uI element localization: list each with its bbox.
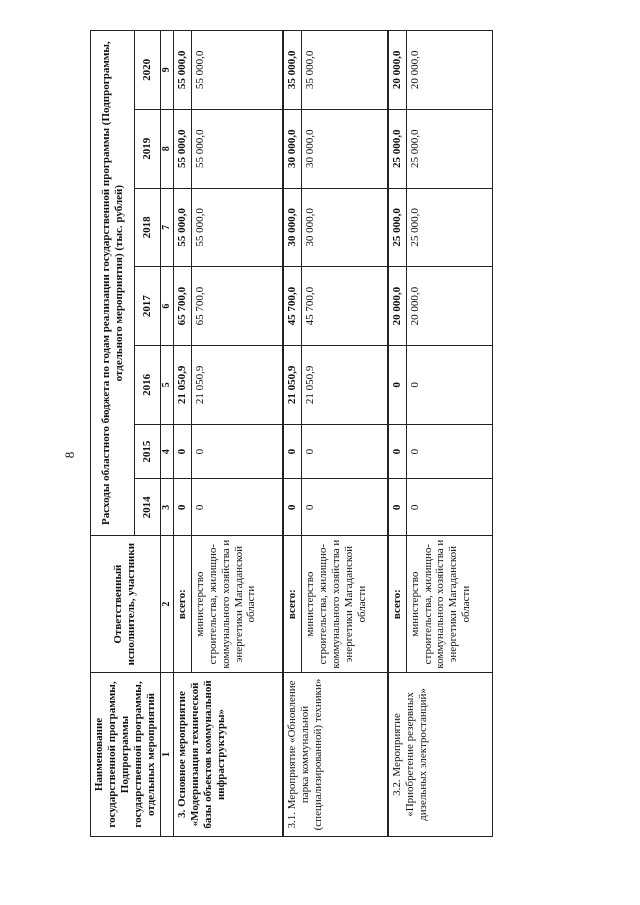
table-row: [173, 31, 191, 837]
value-cell: 25 000,0: [406, 109, 492, 188]
value-cell: 20 000,0: [406, 267, 492, 346]
header-year: 2015: [135, 424, 161, 479]
column-index: 4: [160, 424, 173, 479]
value-cell: 0: [191, 424, 283, 479]
value-cell: 35 000,0: [302, 31, 388, 110]
value-cell: 30 000,0: [302, 109, 388, 188]
value-cell: 45 700,0: [302, 267, 388, 346]
value-cell: 0: [173, 424, 191, 479]
value-cell: 0: [283, 424, 301, 479]
value-cell: 45 700,0: [283, 267, 301, 346]
executor-total: всего:: [388, 536, 406, 673]
table-row: [388, 31, 406, 837]
value-cell: 30 000,0: [283, 188, 301, 267]
value-cell: 35 000,0: [283, 31, 301, 110]
value-cell: 55 000,0: [191, 31, 283, 110]
table-row: [283, 31, 301, 837]
value-cell: 30 000,0: [302, 188, 388, 267]
value-cell: 0: [283, 479, 301, 536]
value-cell: 55 000,0: [173, 31, 191, 110]
column-index: 7: [160, 188, 173, 267]
executor-total: всего:: [173, 536, 191, 673]
measure-name: 3.2. Мероприятие «Приобретение резервных дизельных электростанций»: [388, 672, 492, 836]
header-year: 2017: [135, 267, 161, 346]
column-index: 2: [160, 536, 173, 673]
measure-name: 3. Основное мероприятие «Модернизация технической базы объектов коммунальной инфраструктуры»: [173, 672, 283, 836]
budget-table: [90, 30, 493, 837]
value-cell: 0: [406, 346, 492, 425]
value-cell: 25 000,0: [388, 109, 406, 188]
value-cell: 0: [173, 479, 191, 536]
value-cell: 0: [191, 479, 283, 536]
value-cell: 0: [302, 479, 388, 536]
header-year: 2019: [135, 109, 161, 188]
value-cell: 21 050,9: [191, 346, 283, 425]
value-cell: 0: [388, 346, 406, 425]
rotated-content: [90, 30, 638, 837]
header-executor: Ответственный исполнитель, участники: [91, 536, 161, 673]
value-cell: 30 000,0: [283, 109, 301, 188]
header-year: 2016: [135, 346, 161, 425]
header-year: 2014: [135, 479, 161, 536]
column-index: 9: [160, 31, 173, 110]
value-cell: 0: [388, 479, 406, 536]
header-budget: Расходы областного бюджета по годам реализации государственной программы (Подпрограммы, отдельного мероприятия) (тыс. рублей): [91, 31, 135, 536]
header-name: Наименование государственной программы, Подпрограммы государственной программы, отдельных мероприятий: [91, 672, 161, 836]
measure-name: 3.1. Мероприятие «Обновление парка коммунальной (специализированной) техники»: [283, 672, 387, 836]
column-index: 5: [160, 346, 173, 425]
value-cell: 65 700,0: [191, 267, 283, 346]
column-index: 6: [160, 267, 173, 346]
value-cell: 55 000,0: [173, 109, 191, 188]
page-number: 8: [62, 451, 77, 459]
value-cell: 0: [406, 424, 492, 479]
value-cell: 20 000,0: [388, 31, 406, 110]
value-cell: 0: [406, 479, 492, 536]
executor-participant: министерство строительства, жилищно-коммунального хозяйства и энергетики Магаданской области: [191, 536, 283, 673]
value-cell: 21 050,9: [173, 346, 191, 425]
column-index: 3: [160, 479, 173, 536]
value-cell: 20 000,0: [388, 267, 406, 346]
executor-participant: министерство строительства, жилищно-коммунального хозяйства и энергетики Магаданской области: [302, 536, 388, 673]
header-year: 2018: [135, 188, 161, 267]
value-cell: 55 000,0: [191, 109, 283, 188]
value-cell: 0: [388, 424, 406, 479]
value-cell: 25 000,0: [406, 188, 492, 267]
value-cell: 65 700,0: [173, 267, 191, 346]
header-year: 2020: [135, 31, 161, 110]
value-cell: 20 000,0: [406, 31, 492, 110]
value-cell: 55 000,0: [191, 188, 283, 267]
value-cell: 25 000,0: [388, 188, 406, 267]
executor-total: всего:: [283, 536, 301, 673]
column-index: 1: [160, 672, 173, 836]
value-cell: 21 050,9: [302, 346, 388, 425]
value-cell: 21 050,9: [283, 346, 301, 425]
value-cell: 0: [302, 424, 388, 479]
column-index: 8: [160, 109, 173, 188]
value-cell: 55 000,0: [173, 188, 191, 267]
executor-participant: министерство строительства, жилищно-коммунального хозяйства и энергетики Магаданской области: [406, 536, 492, 673]
